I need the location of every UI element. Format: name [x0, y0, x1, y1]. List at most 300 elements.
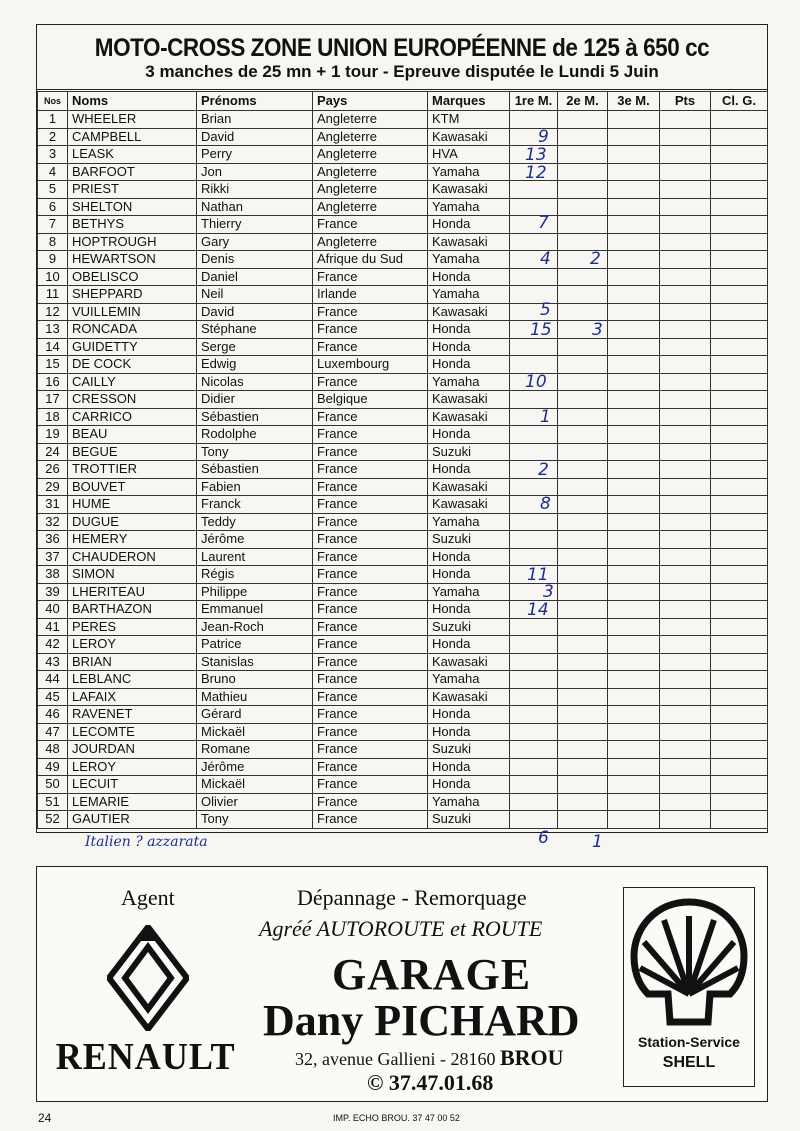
cell-m2	[558, 303, 608, 321]
cell-clg	[711, 618, 768, 636]
cell-m1	[510, 636, 558, 654]
cell-pays: France	[313, 513, 428, 531]
cell-prenom: Denis	[197, 251, 313, 269]
cell-nom: BOUVET	[68, 478, 197, 496]
cell-nom: VUILLEMIN	[68, 303, 197, 321]
hw-m1: 10	[525, 372, 547, 392]
cell-prenom: Patrice	[197, 636, 313, 654]
cell-m2	[558, 356, 608, 374]
cell-m3	[608, 286, 660, 304]
page-subtitle: 3 manches de 25 mn + 1 tour - Epreuve disputée le Lundi 5 Juin	[145, 62, 659, 81]
cell-m3	[608, 496, 660, 514]
cell-clg	[711, 706, 768, 724]
cell-pts	[660, 741, 711, 759]
cell-m1	[510, 653, 558, 671]
cell-prenom: Franck	[197, 496, 313, 514]
cell-nom: RAVENET	[68, 706, 197, 724]
cell-pts	[660, 531, 711, 549]
cell-m3	[608, 338, 660, 356]
table-row	[38, 356, 768, 374]
shell-box	[623, 887, 755, 1087]
cell-m2	[558, 181, 608, 199]
cell-pts	[660, 286, 711, 304]
col-header-prenom: Prénoms	[197, 92, 313, 111]
cell-num: 9	[38, 251, 68, 269]
cell-m3	[608, 303, 660, 321]
cell-prenom: Rikki	[197, 181, 313, 199]
cell-m2	[558, 618, 608, 636]
cell-m2	[558, 793, 608, 811]
cell-pays: France	[313, 216, 428, 234]
cell-pays: France	[313, 566, 428, 584]
table-row	[38, 548, 768, 566]
cell-num: 43	[38, 653, 68, 671]
table-row	[38, 163, 768, 181]
cell-nom: BARTHAZON	[68, 601, 197, 619]
cell-m2	[558, 408, 608, 426]
cell-m2	[558, 443, 608, 461]
cell-clg	[711, 146, 768, 164]
cell-m2	[558, 128, 608, 146]
cell-m1	[510, 391, 558, 409]
cell-m1	[510, 758, 558, 776]
cell-m2	[558, 531, 608, 549]
cell-pays: France	[313, 443, 428, 461]
cell-m2	[558, 671, 608, 689]
cell-prenom: Gary	[197, 233, 313, 251]
cell-m3	[608, 513, 660, 531]
cell-pays: France	[313, 811, 428, 829]
cell-num: 17	[38, 391, 68, 409]
table-row	[38, 321, 768, 339]
cell-m3	[608, 321, 660, 339]
cell-num: 32	[38, 513, 68, 531]
cell-num: 42	[38, 636, 68, 654]
cell-m3	[608, 408, 660, 426]
cell-num: 16	[38, 373, 68, 391]
cell-m3	[608, 776, 660, 794]
title-box	[37, 25, 767, 90]
cell-num: 6	[38, 198, 68, 216]
cell-marque: Kawasaki	[428, 408, 510, 426]
cell-pts	[660, 478, 711, 496]
cell-clg	[711, 111, 768, 129]
cell-marque: Yamaha	[428, 286, 510, 304]
table-body	[38, 111, 768, 829]
ad-address-street: 32, avenue Gallieni - 28160	[295, 1049, 496, 1069]
cell-pays: France	[313, 706, 428, 724]
cell-num: 52	[38, 811, 68, 829]
cell-clg	[711, 758, 768, 776]
cell-marque: Kawasaki	[428, 303, 510, 321]
table-row	[38, 583, 768, 601]
cell-clg	[711, 391, 768, 409]
cell-pays: France	[313, 671, 428, 689]
cell-pts	[660, 128, 711, 146]
cell-nom: HOPTROUGH	[68, 233, 197, 251]
cell-pays: France	[313, 653, 428, 671]
table-row	[38, 653, 768, 671]
col-header-num: Nos	[38, 92, 68, 111]
cell-m2	[558, 758, 608, 776]
cell-m3	[608, 128, 660, 146]
cell-m2	[558, 723, 608, 741]
cell-prenom: Mathieu	[197, 688, 313, 706]
hw-m1: 9	[538, 127, 549, 147]
cell-num: 50	[38, 776, 68, 794]
cell-m3	[608, 461, 660, 479]
cell-pays: France	[313, 478, 428, 496]
cell-m2	[558, 111, 608, 129]
table-row	[38, 338, 768, 356]
cell-nom: HEMERY	[68, 531, 197, 549]
cell-prenom: Olivier	[197, 793, 313, 811]
table-row	[38, 111, 768, 129]
cell-pts	[660, 146, 711, 164]
cell-clg	[711, 478, 768, 496]
renault-diamond-icon	[107, 925, 189, 1031]
cell-clg	[711, 443, 768, 461]
cell-pays: France	[313, 303, 428, 321]
cell-m3	[608, 793, 660, 811]
cell-clg	[711, 251, 768, 269]
cell-m1	[510, 531, 558, 549]
hw-m1: 1	[540, 407, 551, 427]
cell-prenom: David	[197, 128, 313, 146]
hw-m1: 7	[538, 213, 549, 233]
cell-m2	[558, 741, 608, 759]
cell-pts	[660, 618, 711, 636]
cell-prenom: Fabien	[197, 478, 313, 496]
cell-m2	[558, 548, 608, 566]
hw-m1: 4	[540, 249, 551, 269]
table-row	[38, 251, 768, 269]
cell-pts	[660, 811, 711, 829]
cell-pays: France	[313, 758, 428, 776]
cell-m1	[510, 741, 558, 759]
table-header-row	[38, 92, 768, 111]
cell-pays: France	[313, 408, 428, 426]
cell-num: 4	[38, 163, 68, 181]
cell-num: 10	[38, 268, 68, 286]
cell-m3	[608, 111, 660, 129]
table-row	[38, 601, 768, 619]
cell-m1	[510, 461, 558, 479]
cell-marque: HVA	[428, 146, 510, 164]
cell-m3	[608, 601, 660, 619]
cell-prenom: Nathan	[197, 198, 313, 216]
cell-marque: Honda	[428, 268, 510, 286]
table-row	[38, 636, 768, 654]
cell-prenom: Didier	[197, 391, 313, 409]
cell-nom: HEWARTSON	[68, 251, 197, 269]
cell-pays: France	[313, 793, 428, 811]
cell-nom: DE COCK	[68, 356, 197, 374]
cell-m3	[608, 531, 660, 549]
cell-m1	[510, 181, 558, 199]
cell-m2	[558, 286, 608, 304]
cell-clg	[711, 233, 768, 251]
cell-m2	[558, 338, 608, 356]
cell-prenom: Sébastien	[197, 461, 313, 479]
table-row	[38, 373, 768, 391]
cell-prenom: Neil	[197, 286, 313, 304]
cell-clg	[711, 811, 768, 829]
cell-nom: HUME	[68, 496, 197, 514]
hw-m2: 2	[590, 249, 601, 269]
cell-clg	[711, 793, 768, 811]
table-row	[38, 706, 768, 724]
cell-m3	[608, 723, 660, 741]
cell-marque: Honda	[428, 601, 510, 619]
cell-clg	[711, 671, 768, 689]
cell-num: 3	[38, 146, 68, 164]
cell-nom: RONCADA	[68, 321, 197, 339]
cell-pts	[660, 671, 711, 689]
cell-m3	[608, 618, 660, 636]
cell-prenom: Daniel	[197, 268, 313, 286]
cell-m2	[558, 566, 608, 584]
cell-pays: France	[313, 321, 428, 339]
cell-m1	[510, 338, 558, 356]
cell-prenom: Philippe	[197, 583, 313, 601]
cell-marque: Honda	[428, 566, 510, 584]
results-table	[37, 91, 768, 829]
cell-clg	[711, 303, 768, 321]
table-row	[38, 426, 768, 444]
hw-m1: 14	[527, 600, 549, 620]
hw-m1: 12	[525, 163, 547, 183]
cell-nom: SHEPPARD	[68, 286, 197, 304]
cell-m1	[510, 688, 558, 706]
cell-m3	[608, 356, 660, 374]
cell-nom: OBELISCO	[68, 268, 197, 286]
cell-prenom: Bruno	[197, 671, 313, 689]
cell-marque: Yamaha	[428, 163, 510, 181]
cell-pts	[660, 111, 711, 129]
table-row	[38, 478, 768, 496]
cell-m1	[510, 233, 558, 251]
cell-pts	[660, 373, 711, 391]
cell-prenom: Laurent	[197, 548, 313, 566]
cell-m3	[608, 583, 660, 601]
cell-prenom: Emmanuel	[197, 601, 313, 619]
cell-nom: BEGUE	[68, 443, 197, 461]
cell-m1	[510, 548, 558, 566]
cell-marque: Honda	[428, 426, 510, 444]
cell-marque: Honda	[428, 636, 510, 654]
table-row	[38, 688, 768, 706]
cell-m2	[558, 636, 608, 654]
cell-pays: France	[313, 636, 428, 654]
hw-m1: 8	[540, 494, 551, 514]
col-header-nom: Noms	[68, 92, 197, 111]
cell-nom: CRESSON	[68, 391, 197, 409]
page-number: 24	[38, 1111, 52, 1125]
shell-brand: SHELL	[662, 1054, 716, 1071]
cell-num: 19	[38, 426, 68, 444]
cell-pts	[660, 391, 711, 409]
hw-m1: 15	[530, 320, 552, 340]
cell-clg	[711, 723, 768, 741]
hw-m1: 3	[543, 582, 554, 602]
cell-m1	[510, 671, 558, 689]
cell-m2	[558, 601, 608, 619]
cell-num: 11	[38, 286, 68, 304]
cell-nom: CAMPBELL	[68, 128, 197, 146]
shell-icon	[628, 894, 750, 1030]
cell-num: 13	[38, 321, 68, 339]
cell-nom: SHELTON	[68, 198, 197, 216]
ad-address	[295, 1045, 564, 1071]
handwritten-note: Italien ? azzarata	[85, 834, 208, 850]
results-frame	[36, 24, 768, 833]
cell-m1	[510, 268, 558, 286]
cell-marque: Suzuki	[428, 811, 510, 829]
table-row	[38, 198, 768, 216]
cell-marque: Honda	[428, 706, 510, 724]
cell-prenom: Rodolphe	[197, 426, 313, 444]
cell-pays: France	[313, 338, 428, 356]
cell-pays: Angleterre	[313, 198, 428, 216]
table-row	[38, 776, 768, 794]
cell-m2	[558, 478, 608, 496]
cell-m3	[608, 216, 660, 234]
cell-num: 14	[38, 338, 68, 356]
cell-num: 36	[38, 531, 68, 549]
cell-nom: LEROY	[68, 636, 197, 654]
cell-prenom: Romane	[197, 741, 313, 759]
cell-pays: France	[313, 601, 428, 619]
table-row	[38, 793, 768, 811]
cell-clg	[711, 548, 768, 566]
cell-m3	[608, 181, 660, 199]
cell-pts	[660, 426, 711, 444]
cell-num: 39	[38, 583, 68, 601]
cell-pts	[660, 216, 711, 234]
table-row	[38, 741, 768, 759]
cell-pts	[660, 706, 711, 724]
cell-pays: France	[313, 496, 428, 514]
cell-m3	[608, 233, 660, 251]
cell-clg	[711, 461, 768, 479]
cell-pays: Angleterre	[313, 146, 428, 164]
cell-prenom: Gérard	[197, 706, 313, 724]
hw-m1: 6	[538, 828, 549, 848]
cell-m2	[558, 268, 608, 286]
cell-pays: France	[313, 268, 428, 286]
cell-pays: France	[313, 426, 428, 444]
cell-pays: France	[313, 373, 428, 391]
cell-num: 5	[38, 181, 68, 199]
cell-prenom: Brian	[197, 111, 313, 129]
table-row	[38, 671, 768, 689]
cell-prenom: Thierry	[197, 216, 313, 234]
cell-m3	[608, 671, 660, 689]
cell-m1	[510, 426, 558, 444]
cell-nom: CHAUDERON	[68, 548, 197, 566]
renault-brand: RENAULT	[55, 1036, 236, 1078]
cell-m1	[510, 356, 558, 374]
cell-pts	[660, 513, 711, 531]
cell-nom: BARFOOT	[68, 163, 197, 181]
cell-prenom: Sébastien	[197, 408, 313, 426]
cell-nom: LEMARIE	[68, 793, 197, 811]
cell-prenom: Serge	[197, 338, 313, 356]
cell-m3	[608, 811, 660, 829]
cell-pts	[660, 443, 711, 461]
cell-m2	[558, 198, 608, 216]
cell-nom: BEAU	[68, 426, 197, 444]
cell-pts	[660, 583, 711, 601]
col-header-m3: 3e M.	[608, 92, 660, 111]
cell-nom: PRIEST	[68, 181, 197, 199]
cell-m3	[608, 566, 660, 584]
table-row	[38, 811, 768, 829]
cell-m3	[608, 163, 660, 181]
cell-num: 45	[38, 688, 68, 706]
cell-pts	[660, 723, 711, 741]
cell-pts	[660, 303, 711, 321]
cell-clg	[711, 128, 768, 146]
cell-pays: France	[313, 531, 428, 549]
cell-pts	[660, 338, 711, 356]
cell-marque: Kawasaki	[428, 688, 510, 706]
hw-m1: 2	[538, 460, 549, 480]
cell-m3	[608, 548, 660, 566]
cell-nom: LHERITEAU	[68, 583, 197, 601]
cell-marque: Kawasaki	[428, 128, 510, 146]
cell-marque: Yamaha	[428, 671, 510, 689]
cell-prenom: Nicolas	[197, 373, 313, 391]
cell-pays: Angleterre	[313, 163, 428, 181]
cell-pts	[660, 653, 711, 671]
table-row	[38, 128, 768, 146]
cell-prenom: Jérôme	[197, 531, 313, 549]
cell-num: 46	[38, 706, 68, 724]
cell-pays: Angleterre	[313, 128, 428, 146]
ad-address-city: BROU	[499, 1045, 564, 1070]
cell-m2	[558, 373, 608, 391]
table-row	[38, 233, 768, 251]
cell-num: 38	[38, 566, 68, 584]
cell-prenom: Stanislas	[197, 653, 313, 671]
cell-num: 12	[38, 303, 68, 321]
cell-marque: Yamaha	[428, 793, 510, 811]
cell-m1	[510, 443, 558, 461]
page-title: MOTO-CROSS ZONE UNION EUROPÉENNE de 125 à 650 cc	[94, 34, 710, 62]
cell-pays: France	[313, 741, 428, 759]
cell-prenom: Mickaël	[197, 723, 313, 741]
col-header-m1: 1re M.	[510, 92, 558, 111]
col-header-pays: Pays	[313, 92, 428, 111]
cell-marque: Yamaha	[428, 583, 510, 601]
cell-num: 49	[38, 758, 68, 776]
cell-marque: Honda	[428, 548, 510, 566]
table-row	[38, 181, 768, 199]
cell-m3	[608, 443, 660, 461]
table-row	[38, 408, 768, 426]
cell-m3	[608, 426, 660, 444]
cell-num: 41	[38, 618, 68, 636]
cell-nom: LECUIT	[68, 776, 197, 794]
cell-pts	[660, 688, 711, 706]
cell-clg	[711, 286, 768, 304]
cell-clg	[711, 321, 768, 339]
cell-num: 8	[38, 233, 68, 251]
cell-m2	[558, 216, 608, 234]
cell-m1	[510, 216, 558, 234]
